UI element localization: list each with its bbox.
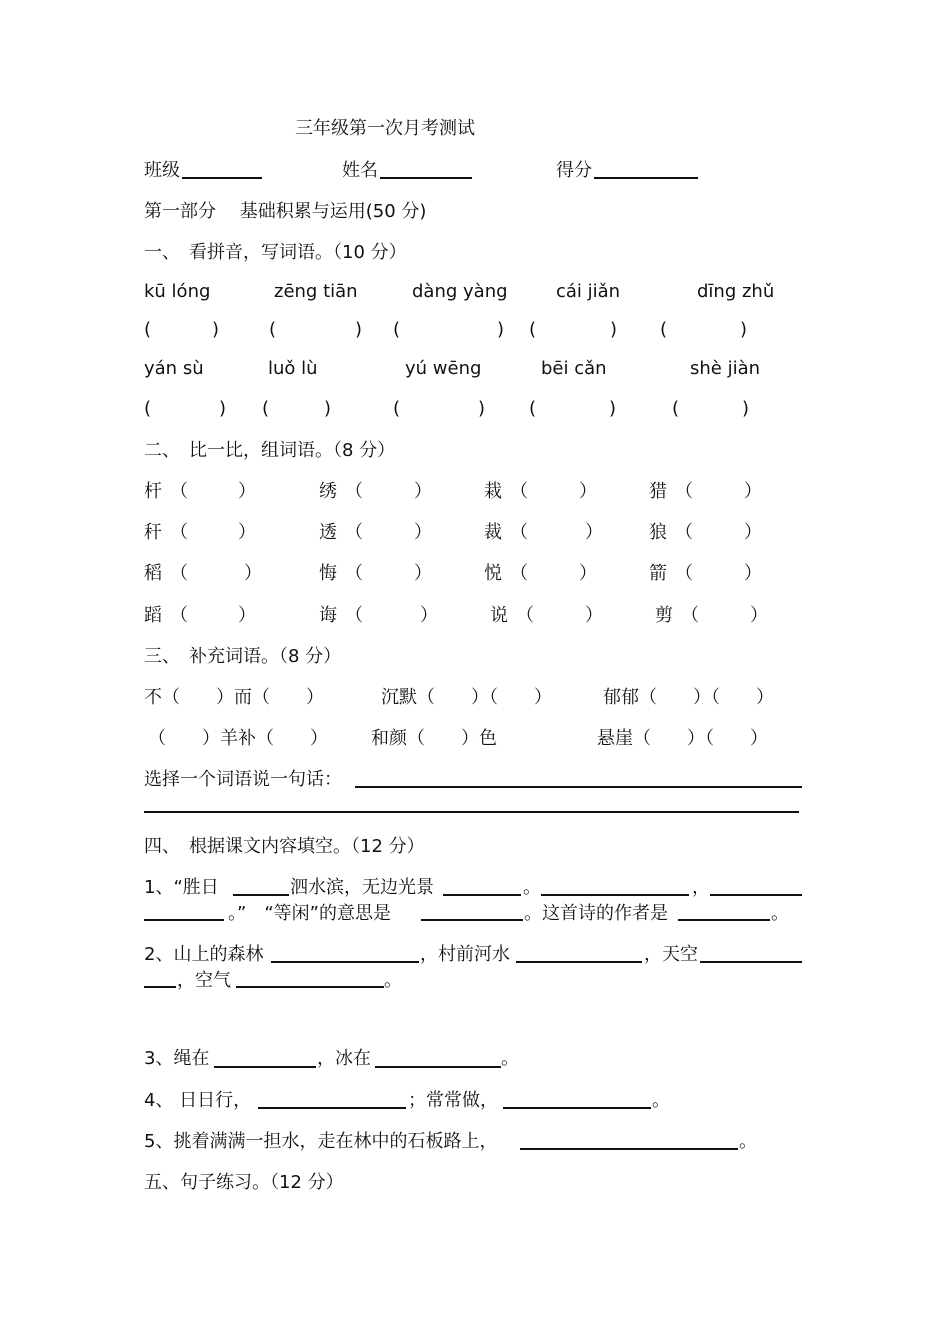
paren-open: （ — [675, 522, 693, 543]
item-text: 4、 日日行， — [144, 1090, 252, 1111]
paren-close: ） — [414, 481, 432, 502]
item-text: 。 — [384, 970, 402, 991]
score-field[interactable] — [594, 177, 698, 179]
paren-open: ( — [262, 398, 270, 419]
blank-line[interactable] — [516, 961, 642, 963]
page-title: 三年级第一次月考测试 — [295, 118, 475, 139]
item-text: 。 — [652, 1090, 670, 1111]
pinyin: yán sù — [144, 358, 204, 379]
paren-close: ） — [585, 605, 603, 626]
item-text: 。 — [523, 877, 541, 898]
item-text: ，冰在 — [317, 1048, 371, 1069]
pinyin: bēi cǎn — [541, 358, 607, 379]
blank-line[interactable] — [520, 1148, 738, 1150]
item-text: 。 — [739, 1131, 757, 1152]
idiom-blank: 不（ ）而（ ） — [144, 687, 324, 708]
item-text: 。” “等闲”的意思是 — [228, 903, 391, 924]
paren-close: ) — [324, 398, 332, 419]
paren-close: ） — [744, 563, 762, 584]
pinyin: kū lóng — [144, 281, 211, 302]
paren-open: ( — [269, 319, 277, 340]
paren-close: ） — [579, 481, 597, 502]
q1-heading: 一、 看拼音，写词语。（10 分） — [144, 242, 407, 263]
character: 裁 — [484, 522, 502, 543]
q4-heading: 四、 根据课文内容填空。（12 分） — [144, 836, 425, 857]
name-field[interactable] — [380, 177, 472, 179]
score-label: 得分 — [556, 160, 592, 181]
class-field[interactable] — [182, 177, 262, 179]
paren-open: （ — [345, 605, 363, 626]
paren-open: （ — [345, 481, 363, 502]
idiom-blank: 郁郁（ ）（ ） — [603, 687, 774, 708]
item-text: 。 — [771, 903, 789, 924]
paren-open: （ — [170, 481, 188, 502]
character: 绣 — [319, 481, 337, 502]
blank-line[interactable] — [233, 894, 289, 896]
paren-open: （ — [675, 481, 693, 502]
paren-close: ) — [610, 319, 618, 340]
paren-close: ） — [238, 522, 256, 543]
paren-close: ） — [579, 563, 597, 584]
blank-line[interactable] — [144, 986, 176, 988]
item-text: ， — [692, 877, 710, 898]
paren-open: （ — [170, 605, 188, 626]
character: 剪 — [655, 605, 673, 626]
character: 狼 — [649, 522, 667, 543]
paren-open: ( — [529, 319, 537, 340]
paren-close: ） — [420, 605, 438, 626]
blank-line[interactable] — [236, 986, 384, 988]
character: 蹈 — [144, 605, 162, 626]
paren-close: ） — [744, 522, 762, 543]
blank-line[interactable] — [541, 894, 689, 896]
paren-open: （ — [510, 563, 528, 584]
sentence-line[interactable] — [144, 811, 799, 813]
blank-line[interactable] — [271, 961, 419, 963]
blank-line[interactable] — [375, 1066, 501, 1068]
character: 悔 — [319, 563, 337, 584]
item-text: ，村前河水 — [420, 944, 510, 965]
paren-open: （ — [510, 481, 528, 502]
item-text: 泗水滨，无边光景 — [290, 877, 434, 898]
paren-open: ( — [144, 398, 152, 419]
blank-line[interactable] — [214, 1066, 316, 1068]
class-label: 班级 — [144, 160, 180, 181]
idiom-blank: 悬崖（ ）（ ） — [597, 728, 768, 749]
character: 悦 — [484, 563, 502, 584]
paren-open: ( — [393, 319, 401, 340]
pinyin: yú wēng — [405, 358, 482, 379]
idiom-blank: 沉默（ ）（ ） — [381, 687, 552, 708]
idiom-blank: （ ）羊补（ ） — [148, 728, 328, 749]
q3-heading: 三、 补充词语。（8 分） — [144, 646, 342, 667]
q5-heading: 五、句子练习。（12 分） — [144, 1172, 344, 1193]
paren-close: ) — [212, 319, 220, 340]
paren-close: ) — [740, 319, 748, 340]
sentence-line[interactable] — [355, 786, 802, 788]
character: 透 — [319, 522, 337, 543]
paren-close: ) — [742, 398, 750, 419]
paren-open: ( — [660, 319, 668, 340]
sentence-label: 选择一个词语说一句话： — [144, 769, 342, 790]
paren-open: ( — [144, 319, 152, 340]
part1-heading: 第一部分 基础积累与运用(50 分) — [144, 201, 427, 222]
item-text: 。这首诗的作者是 — [524, 903, 668, 924]
blank-line[interactable] — [710, 894, 802, 896]
item-text: 3、绳在 — [144, 1048, 210, 1069]
blank-line[interactable] — [700, 961, 802, 963]
blank-line[interactable] — [258, 1107, 406, 1109]
paren-close: ) — [497, 319, 505, 340]
character: 杆 — [144, 481, 162, 502]
paren-close: ） — [414, 522, 432, 543]
item-text: 。 — [501, 1048, 519, 1069]
paren-close: ） — [244, 563, 262, 584]
blank-line[interactable] — [678, 919, 770, 921]
item-text: ；常常做， — [408, 1090, 498, 1111]
paren-close: ) — [478, 398, 486, 419]
pinyin: dàng yàng — [412, 281, 508, 302]
paren-open: ( — [393, 398, 401, 419]
character: 稻 — [144, 563, 162, 584]
item-text: ，天空 — [644, 944, 698, 965]
paren-open: ( — [672, 398, 680, 419]
idiom-blank: 和颜（ ）色 — [371, 728, 497, 749]
paren-open: （ — [681, 605, 699, 626]
pinyin: shè jiàn — [690, 358, 761, 379]
item-text: 5、挑着满满一担水，走在林中的石板路上， — [144, 1131, 498, 1152]
paren-close: ) — [355, 319, 363, 340]
q2-heading: 二、 比一比，组词语。（8 分） — [144, 440, 396, 461]
character: 诲 — [319, 605, 337, 626]
item-text: ，空气 — [177, 970, 231, 991]
blank-line[interactable] — [144, 919, 224, 921]
character: 栽 — [484, 481, 502, 502]
item-text: 1、“胜日 — [144, 877, 219, 898]
paren-open: （ — [345, 522, 363, 543]
paren-close: ） — [744, 481, 762, 502]
pinyin: luǒ lù — [268, 358, 318, 379]
paren-close: ） — [585, 522, 603, 543]
blank-line[interactable] — [443, 894, 521, 896]
paren-close: ） — [750, 605, 768, 626]
paren-open: （ — [345, 563, 363, 584]
character: 说 — [490, 605, 508, 626]
character: 箭 — [649, 563, 667, 584]
blank-line[interactable] — [421, 919, 523, 921]
paren-open: ( — [529, 398, 537, 419]
character: 秆 — [144, 522, 162, 543]
name-label: 姓名 — [342, 160, 378, 181]
paren-close: ） — [414, 563, 432, 584]
paren-close: ） — [238, 605, 256, 626]
paren-open: （ — [516, 605, 534, 626]
paren-open: （ — [510, 522, 528, 543]
paren-close: ) — [219, 398, 227, 419]
paren-open: （ — [675, 563, 693, 584]
paren-open: （ — [170, 522, 188, 543]
item-text: 2、山上的森林 — [144, 944, 264, 965]
character: 猎 — [649, 481, 667, 502]
pinyin: dīng zhǔ — [697, 281, 775, 302]
pinyin: cái jiǎn — [556, 281, 621, 302]
paren-open: （ — [170, 563, 188, 584]
paren-close: ） — [238, 481, 256, 502]
blank-line[interactable] — [503, 1107, 651, 1109]
pinyin: zēng tiān — [274, 281, 358, 302]
paren-close: ) — [609, 398, 617, 419]
